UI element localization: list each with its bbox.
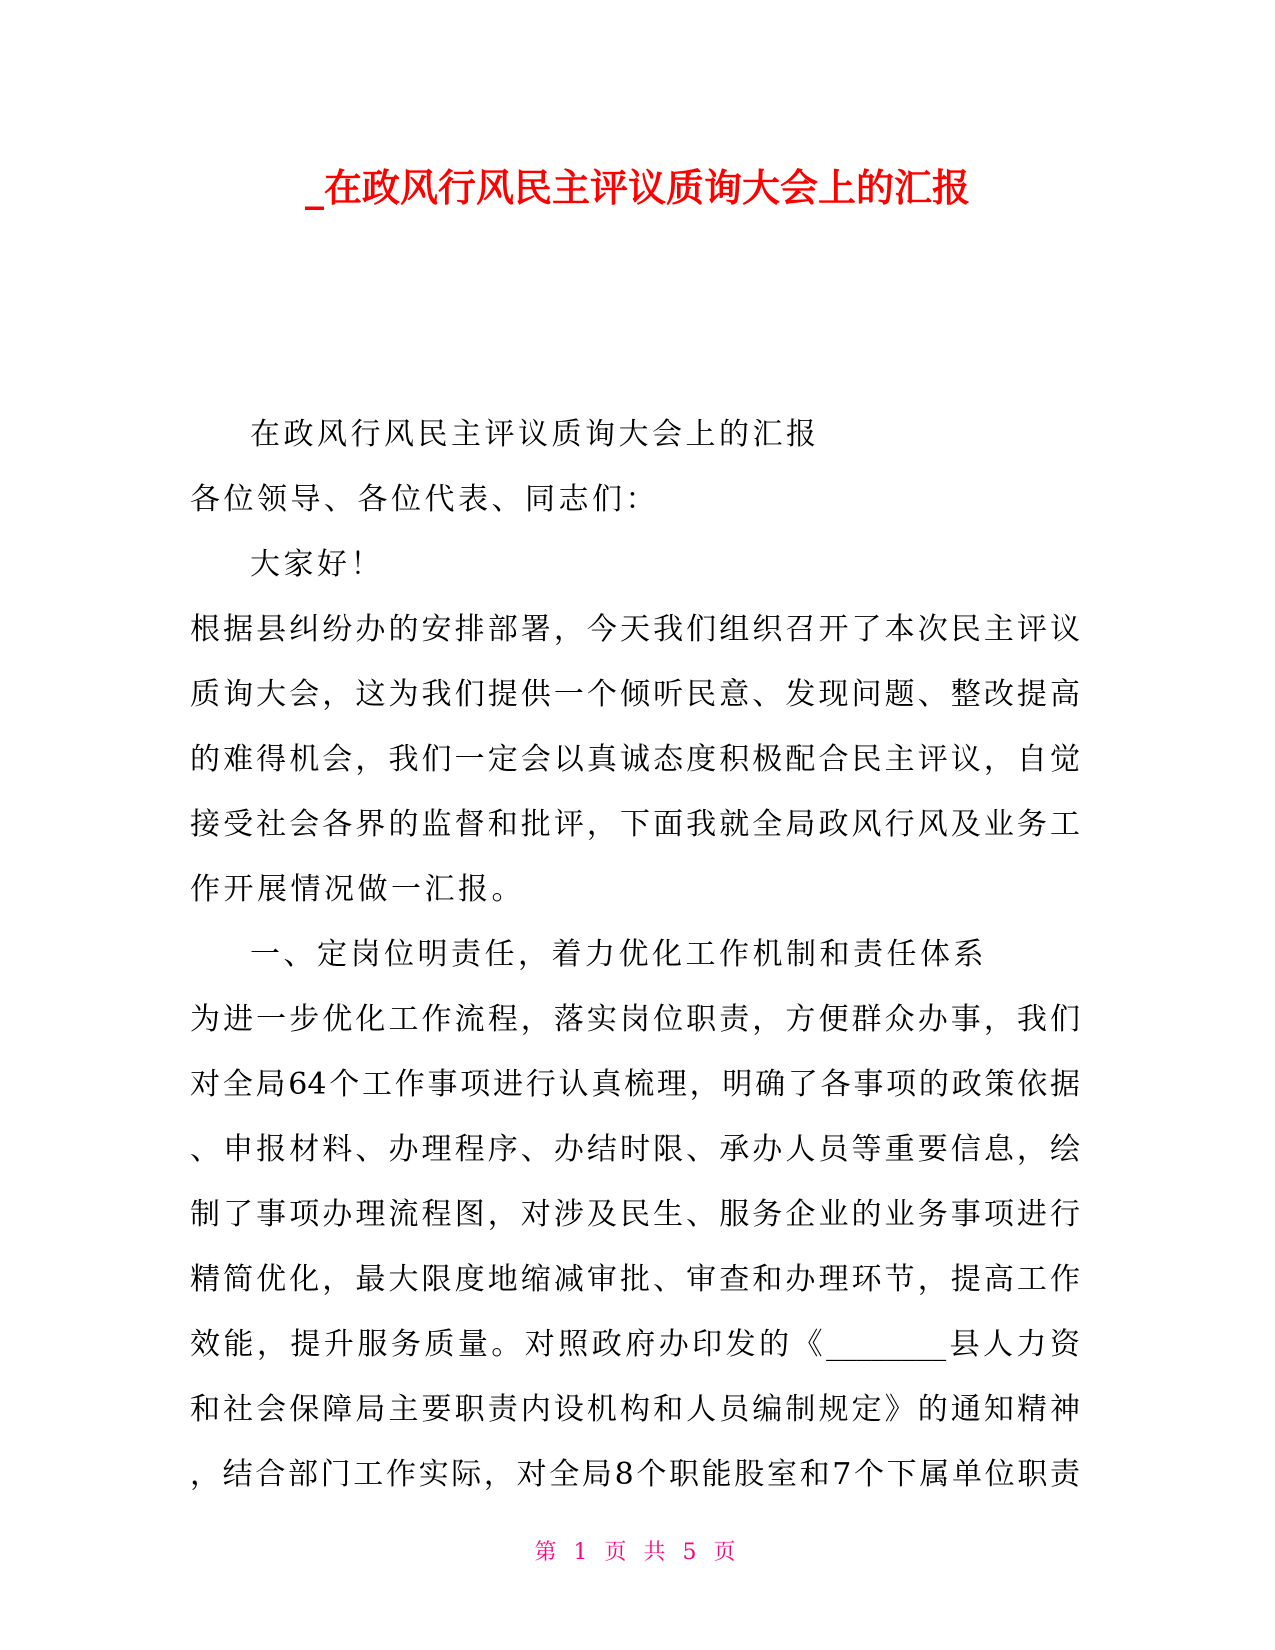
document-title: _在政风行风民主评议质询大会上的汇报 (304, 166, 970, 210)
section-heading: 一、定岗位明责任，着力优化工作机制和责任体系 (250, 937, 987, 972)
paragraph-line: 效能，提升服务质量。对照政府办印发的《________县人力资 (190, 1327, 1080, 1362)
page-footer: 第 1 页 共 5 页 (534, 1540, 741, 1565)
paragraph-line: 精简优化，最大限度地缩减审批、审查和办理环节，提高工作 (190, 1262, 1080, 1297)
paragraph-line: 为进一步优化工作流程，落实岗位职责，方便群众办事，我们 (190, 1002, 1080, 1037)
paragraph-line: 制了事项办理流程图，对涉及民生、服务企业的业务事项进行 (190, 1197, 1080, 1232)
body-heading: 在政风行风民主评议质询大会上的汇报 (250, 417, 820, 452)
paragraph-line: 质询大会，这为我们提供一个倾听民意、发现问题、整改提高 (190, 677, 1080, 712)
paragraph-line: 对全局64个工作事项进行认真梳理，明确了各事项的政策依据 (190, 1067, 1080, 1102)
document-body (190, 402, 1080, 1507)
paragraph-line: ，结合部门工作实际，对全局8个职能股室和7个下属单位职责 (190, 1457, 1080, 1492)
paragraph-line: 、申报材料、办理程序、办结时限、承办人员等重要信息，绘 (190, 1132, 1080, 1167)
paragraph-line: 作开展情况做一汇报。 (190, 872, 525, 907)
salutation: 各位领导、各位代表、同志们： (190, 482, 659, 517)
paragraph-line: 接受社会各界的监督和批评，下面我就全局政风行风及业务工 (190, 807, 1080, 842)
greeting: 大家好！ (250, 547, 384, 582)
paragraph-line: 和社会保障局主要职责内设机构和人员编制规定》的通知精神 (190, 1392, 1080, 1427)
paragraph-line: 的难得机会，我们一定会以真诚态度积极配合民主评议，自觉 (190, 742, 1080, 777)
paragraph-line: 根据县纠纷办的安排部署，今天我们组织召开了本次民主评议 (190, 612, 1080, 647)
